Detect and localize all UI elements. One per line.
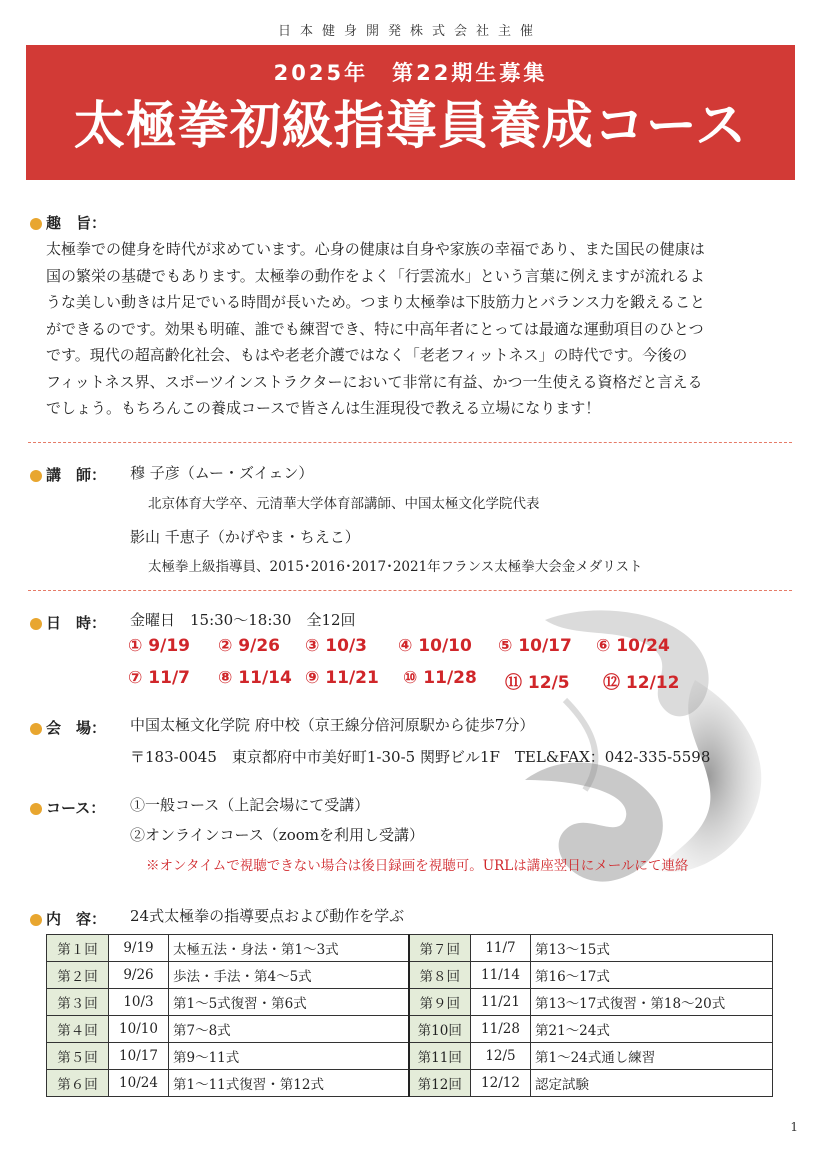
session-date: ③ 10/3	[305, 636, 368, 656]
session-date: ⑤ 10/17	[498, 636, 572, 656]
table-row	[47, 935, 773, 962]
course-option-general: ①一般コース（上記会場にて受講）	[130, 796, 370, 814]
venue-address: 〒183-0045 東京都府中市美好町1-30-5 関野ビル1F TEL&FAX：042-335-5598	[130, 748, 711, 766]
session-number: 第11回	[409, 1043, 471, 1070]
section-divider	[28, 442, 792, 443]
purpose-line: ができるのです。効果も明確、誰でも練習でき、特に中高年者にとっては最適な運動項目のひとつ	[46, 319, 704, 338]
session-number: 第９回	[409, 989, 471, 1016]
session-topic: 第1〜5式復習・第6式	[169, 989, 409, 1016]
session-date-cell: 9/26	[109, 962, 169, 989]
session-topic: 歩法・手法・第4〜5式	[169, 962, 409, 989]
session-date-cell: 10/24	[109, 1070, 169, 1097]
session-topic: 第13〜15式	[531, 935, 773, 962]
session-date: ② 9/26	[218, 636, 281, 656]
session-number: 第５回	[47, 1043, 109, 1070]
section-bullet	[30, 914, 42, 926]
section-bullet	[30, 803, 42, 815]
session-date-cell: 10/10	[109, 1016, 169, 1043]
instructor-name: 穆 子彦（ムー・ズイェン）	[130, 464, 314, 482]
session-topic: 第1〜11式復習・第12式	[169, 1070, 409, 1097]
session-number: 第８回	[409, 962, 471, 989]
session-number: 第７回	[409, 935, 471, 962]
session-date-cell: 10/3	[109, 989, 169, 1016]
section-bullet	[30, 618, 42, 630]
purpose-line: 国の繁栄の基礎でもあります。太極拳の動作をよく「行雲流水」という言葉に例えますが流れるよ	[46, 266, 705, 285]
content-text: 24式太極拳の指導要点および動作を学ぶ	[130, 907, 405, 925]
session-date-cell: 12/5	[471, 1043, 531, 1070]
session-date-cell: 11/7	[471, 935, 531, 962]
instructor-bio: 北京体育大学卒、元清華大学体育部講師、中国太極文化学院代表	[148, 496, 540, 512]
datetime-label: 日 時：	[46, 614, 107, 632]
session-topic: 第1〜24式通し練習	[531, 1043, 773, 1070]
table-row	[47, 962, 773, 989]
session-number: 第３回	[47, 989, 109, 1016]
session-date-cell: 9/19	[109, 935, 169, 962]
session-topic: 第16〜17式	[531, 962, 773, 989]
session-number: 第６回	[47, 1070, 109, 1097]
purpose-line: です。現代の超高齢化社会、もはや老老介護ではなく「老老フィットネス」の時代です。今後の	[46, 346, 688, 364]
session-topic: 第21〜24式	[531, 1016, 773, 1043]
section-divider	[28, 590, 792, 591]
session-number: 第４回	[47, 1016, 109, 1043]
venue-label: 会 場：	[46, 719, 107, 737]
table-row	[47, 1043, 773, 1070]
session-topic: 認定試験	[531, 1070, 773, 1097]
session-number: 第12回	[409, 1070, 471, 1097]
session-number: 第２回	[47, 962, 109, 989]
purpose-line: フィットネス界、スポーツインストラクターにおいて非常に有益、かつ一生使える資格だと言える	[46, 372, 703, 391]
session-date: ④ 10/10	[398, 636, 472, 656]
instructor-bio: 太極拳上級指導員、2015･2016･2017･2021年フランス太極拳大会金メダリスト	[148, 559, 643, 575]
session-number: 第10回	[409, 1016, 471, 1043]
table-row	[47, 989, 773, 1016]
session-number: 第１回	[47, 935, 109, 962]
datetime-text: 金曜日 15:30〜18:30 全12回	[130, 611, 356, 629]
instructor-name: 影山 千恵子（かげやま・ちえこ）	[130, 528, 360, 546]
content-label: 内 容：	[46, 910, 107, 928]
curriculum-table	[46, 934, 773, 1097]
session-date: ⑥ 10/24	[596, 636, 670, 656]
session-topic: 第9〜11式	[169, 1043, 409, 1070]
section-bullet	[30, 218, 42, 230]
session-topic: 太極五法・身法・第1〜3式	[169, 935, 409, 962]
section-bullet	[30, 470, 42, 482]
session-date: ⑧ 11/14	[218, 668, 292, 688]
table-row	[47, 1070, 773, 1097]
session-date-cell: 11/14	[471, 962, 531, 989]
session-topic: 第13〜17式復習・第18〜20式	[531, 989, 773, 1016]
session-date-cell: 11/28	[471, 1016, 531, 1043]
purpose-line: うな美しい動きは片足でいる時間が長いため。つまり太極拳は下肢筋力とバランス力を鍛えること	[46, 293, 705, 311]
course-title: 太極拳初級指導員養成コース	[73, 97, 748, 156]
session-topic: 第7〜8式	[169, 1016, 409, 1043]
title-banner	[26, 45, 795, 180]
purpose-label: 趣 旨：	[46, 214, 107, 232]
session-date-cell: 11/21	[471, 989, 531, 1016]
session-date: ⑨ 11/21	[305, 668, 379, 688]
session-date: ⑪ 12/5	[505, 673, 570, 693]
session-date: ⑫ 12/12	[603, 673, 680, 693]
instructor-label: 講 師：	[46, 466, 107, 484]
session-date-cell: 10/17	[109, 1043, 169, 1070]
purpose-text	[46, 236, 806, 422]
purpose-line: でしょう。もちろんこの養成コースで皆さんは生涯現役で教える立場になります！	[46, 399, 601, 417]
online-note: ※オンタイムで視聴できない場合は後日録画を視聴可。URLは講座翌日にメールにて連絡	[146, 858, 689, 874]
table-row	[47, 1016, 773, 1043]
session-date: ⑩ 11/28	[403, 668, 477, 688]
session-date: ① 9/19	[128, 636, 191, 656]
course-label: コース：	[46, 799, 106, 817]
recruitment-subtitle: 2025年 第22期生募集	[273, 61, 548, 85]
page-number: 1	[790, 1120, 798, 1134]
organizer-line: 日本健身開発株式会社主催	[277, 24, 542, 39]
session-date-cell: 12/12	[471, 1070, 531, 1097]
session-date: ⑦ 11/7	[128, 668, 191, 688]
section-bullet	[30, 723, 42, 735]
course-option-online: ②オンラインコース（zoomを利用し受講）	[130, 826, 424, 844]
purpose-line: 太極拳での健身を時代が求めています。心身の健康は自身や家族の幸福であり、また国民の健康は	[46, 240, 705, 258]
venue-name: 中国太極文化学院 府中校（京王線分倍河原駅から徒歩7分）	[130, 716, 535, 734]
